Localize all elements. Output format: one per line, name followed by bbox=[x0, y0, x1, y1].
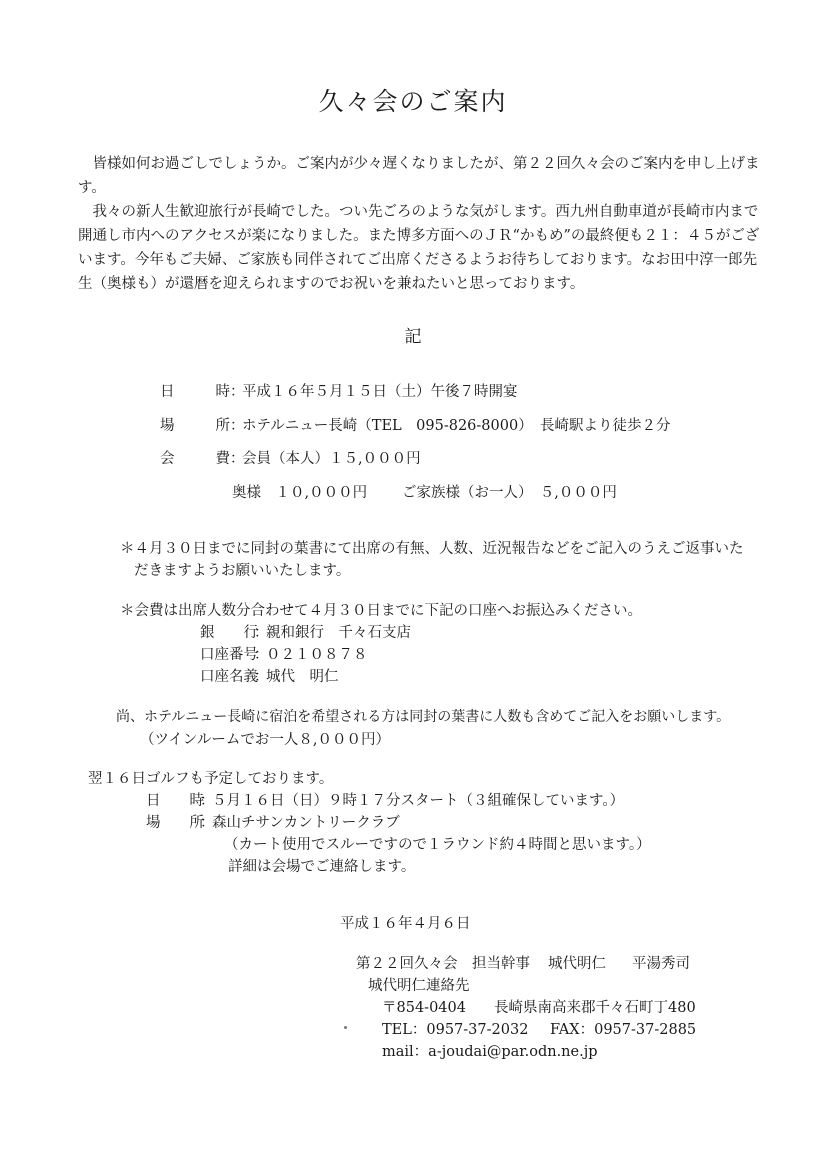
contact-mail: mail：a-joudai@par.odn.ne.jp bbox=[382, 1044, 598, 1060]
rsvp-note-line-1: ＊４月３０日までに同封の葉書にて出席の有無、人数、近況報告などをご記入のうえご返事いた bbox=[120, 541, 744, 557]
golf-date-label: 日 時 bbox=[146, 793, 204, 809]
ki-heading: 記 bbox=[404, 327, 422, 347]
holder-row: 口座名義：城代 明仁 bbox=[200, 665, 339, 686]
event-date-row: 日 時：平成１６年５月１５日（土）午後７時開宴 bbox=[160, 380, 518, 401]
account-value: ０２１０８７８ bbox=[266, 647, 368, 663]
golf-place-row: 場 所：森山チサンカントリークラブ bbox=[146, 811, 400, 832]
contact-heading: 城代明仁連絡先 bbox=[368, 978, 470, 994]
golf-date-value: ５月１６日（日）９時１７分スタート（３組確保しています。） bbox=[212, 793, 625, 809]
golf-detail: 詳細は会場でご連絡します。 bbox=[228, 859, 416, 875]
event-place-row: 場 所：ホテルニュー長崎（TEL 095-826-8000） 長崎駅より徒歩２分 bbox=[160, 414, 670, 435]
event-date-label: 日 時 bbox=[160, 384, 230, 400]
rsvp-note-line-2: だきますようお願いいたします。 bbox=[134, 563, 351, 579]
signature-name-2: 平湯秀司 bbox=[632, 956, 690, 972]
payment-note: ＊会費は出席人数分合わせて４月３０日までに下記の口座へお振込みください。 bbox=[120, 603, 642, 619]
golf-note: （カート使用でスルーですので１ラウンド約４時間と思います。） bbox=[224, 837, 651, 853]
document-title: 久々会のご案内 bbox=[318, 87, 508, 116]
scan-speck bbox=[344, 1026, 347, 1029]
contact-postal: 〒854-0404 bbox=[382, 1000, 466, 1016]
event-fee-spouse: 奥様 １０,０００円 bbox=[232, 485, 368, 501]
event-fee-row: 会 費：会員（本人）１５,０００円 bbox=[160, 447, 421, 468]
signature-org: 第２２回久々会 担当幹事 bbox=[356, 956, 530, 972]
intro-section bbox=[78, 152, 768, 296]
account-row: 口座番号：０２１０８７８ bbox=[200, 643, 368, 664]
bank-row: 銀 行：親和銀行 千々石支店 bbox=[200, 621, 411, 642]
event-fee-member: 会員（本人）１５,０００円 bbox=[242, 451, 421, 467]
golf-place-value: 森山チサンカントリークラブ bbox=[212, 815, 400, 831]
golf-date-row: 日 時：５月１６日（日）９時１７分スタート（３組確保しています。） bbox=[146, 789, 624, 810]
contact-fax: FAX：0957-37-2885 bbox=[550, 1022, 697, 1038]
event-date-value: 平成１６年５月１５日（土）午後７時開宴 bbox=[242, 384, 518, 400]
event-place-value: ホテルニュー長崎（TEL 095-826-8000） 長崎駅より徒歩２分 bbox=[242, 418, 671, 434]
event-place-label: 場 所 bbox=[160, 418, 230, 434]
golf-intro: 翌１６日ゴルフも予定しております。 bbox=[88, 771, 334, 787]
event-fee-label: 会 費 bbox=[160, 451, 230, 467]
golf-place-label: 場 所 bbox=[146, 815, 204, 831]
intro-paragraph-1: 皆様如何お過ごしでしょうか。ご案内が少々遅くなりましたが、第２２回久々会のご案内を申し上げます。 bbox=[78, 156, 760, 196]
hotel-note-line-1: 尚、ホテルニュー長崎に宿泊を希望される方は同封の葉書に人数も含めてご記入をお願いします。 bbox=[116, 709, 731, 725]
intro-paragraph-2: 我々の新人生歓迎旅行が長崎でした。つい先ごろのような気がします。西九州自動車道が長崎市内まで開通し市内へのアクセスが楽になりました。また博多方面へのＪＲ“かもめ”の最終便も２１：４５がございます。今年もご夫婦、ご家族も同伴されてご出席くださるようお待ちしております。なお田中淳一郎先生（奥様も）が還暦を迎えられますのでお祝いを兼ねたいと思っております。 bbox=[78, 204, 760, 292]
contact-tel: TEL：0957-37-2032 bbox=[382, 1022, 529, 1038]
bank-value: 親和銀行 千々石支店 bbox=[266, 625, 411, 641]
account-label: 口座番号 bbox=[200, 647, 258, 663]
event-fee-family: ご家族様（お一人） ５,０００円 bbox=[402, 485, 617, 501]
holder-label: 口座名義 bbox=[200, 669, 258, 685]
holder-value: 城代 明仁 bbox=[266, 669, 339, 685]
signature-name-1: 城代明仁 bbox=[548, 956, 606, 972]
contact-address: 長崎県南高来郡千々石町丁480 bbox=[494, 1000, 696, 1016]
hotel-note-line-2: （ツインルームでお一人８,０００円） bbox=[140, 732, 391, 748]
issue-date: 平成１６年４月６日 bbox=[340, 916, 471, 932]
bank-label: 銀 行 bbox=[200, 625, 258, 641]
